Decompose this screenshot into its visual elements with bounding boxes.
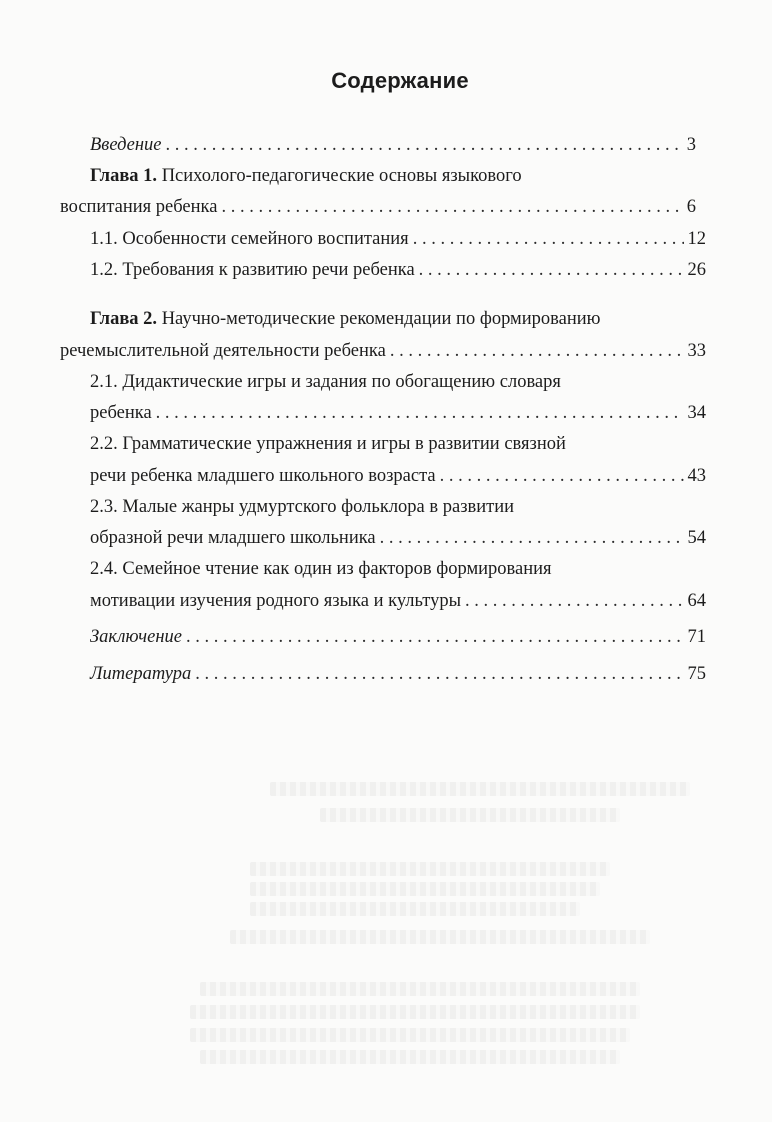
toc-entry-title: Введение [90, 135, 162, 155]
dot-leader [465, 586, 684, 616]
toc-entry-title: ребенка [90, 403, 152, 423]
dot-leader [413, 224, 684, 254]
toc-page-number: 3 [686, 135, 696, 155]
dot-leader [221, 192, 682, 222]
dot-leader [380, 523, 684, 553]
toc-entry-title: 2.1. Дидактические игры и задания по обогащению словаря [90, 372, 561, 392]
toc-entry-title: мотивации изучения родного языка и культуры [90, 591, 461, 611]
toc-page-number: 33 [687, 341, 706, 361]
bleed-through [270, 782, 690, 796]
bleed-through [190, 1005, 640, 1019]
toc-chapter-2-heading [90, 304, 600, 334]
dot-leader [440, 461, 684, 491]
toc-entry-section-1-1 [90, 224, 706, 254]
toc-entry-title: 1.1. Особенности семейного воспитания [90, 229, 409, 249]
dot-leader [195, 659, 683, 689]
toc-entry-title: 2.4. Семейное чтение как один из факторов формирования [90, 559, 552, 579]
toc-entry-section-2-2-line-1 [90, 429, 566, 459]
toc-page-number: 54 [687, 528, 706, 548]
dot-leader [166, 130, 683, 160]
bleed-through [190, 1028, 630, 1042]
dot-leader [390, 336, 684, 366]
bleed-through [250, 902, 580, 916]
toc-entry-title: образной речи младшего школьника [90, 528, 376, 548]
toc-page-number: 34 [687, 403, 706, 423]
bleed-through [320, 808, 620, 822]
chapter-label: Глава 2. [90, 309, 158, 329]
chapter-label: Глава 1. [90, 166, 158, 186]
toc-entry-title: Психолого-педагогические основы языкового [157, 166, 522, 186]
toc-chapter-1-heading [90, 161, 522, 191]
toc-entry-section-2-4 [90, 586, 706, 616]
bleed-through [200, 982, 640, 996]
toc-page-number: 26 [687, 260, 706, 280]
toc-entry-chapter-1 [60, 192, 696, 222]
toc-entry-references [90, 659, 706, 689]
toc-entry-introduction [90, 130, 696, 160]
toc-entry-title: Заключение [90, 627, 182, 647]
toc-page-number: 75 [687, 664, 706, 684]
toc-entry-title: Научно-методические рекомендации по формированию [157, 309, 601, 329]
toc-page-number: 64 [687, 591, 706, 611]
toc-page-number: 12 [687, 229, 706, 249]
dot-leader [156, 398, 684, 428]
toc-entry-title: воспитания ребенка [60, 197, 218, 217]
toc-entry-title: 2.2. Грамматические упражнения и игры в развитии связной [90, 434, 566, 454]
toc-entry-section-2-4-line-1 [90, 554, 552, 584]
toc-page-number: 43 [687, 466, 706, 486]
toc-page-number: 71 [687, 627, 706, 647]
bleed-through [200, 1050, 620, 1064]
toc-entry-title: 1.2. Требования к развитию речи ребенка [90, 260, 415, 280]
toc-entry-section-2-3-line-1 [90, 492, 514, 522]
toc-entry-title: 2.3. Малые жанры удмуртского фольклора в развитии [90, 497, 515, 517]
toc-entry-section-2-2 [90, 461, 706, 491]
toc-entry-title: Литература [90, 664, 192, 684]
bleed-through [230, 930, 650, 944]
toc-entry-section-2-3 [90, 523, 706, 553]
dot-leader [419, 255, 684, 285]
toc-entry-section-1-2 [90, 255, 706, 285]
bleed-through [250, 862, 610, 876]
dot-leader [186, 622, 684, 652]
bleed-through [250, 882, 600, 896]
page-title: Содержание [331, 68, 469, 93]
toc-entry-chapter-2 [60, 336, 706, 366]
toc-entry-section-2-1 [90, 398, 706, 428]
toc-entry-title: речемыслительной деятельности ребенка [60, 341, 386, 361]
toc-entry-section-2-1-line-1 [90, 367, 561, 397]
toc-entry-conclusion [90, 622, 706, 652]
toc-page-number: 6 [686, 197, 696, 217]
toc-entry-title: речи ребенка младшего школьного возраста [90, 466, 436, 486]
